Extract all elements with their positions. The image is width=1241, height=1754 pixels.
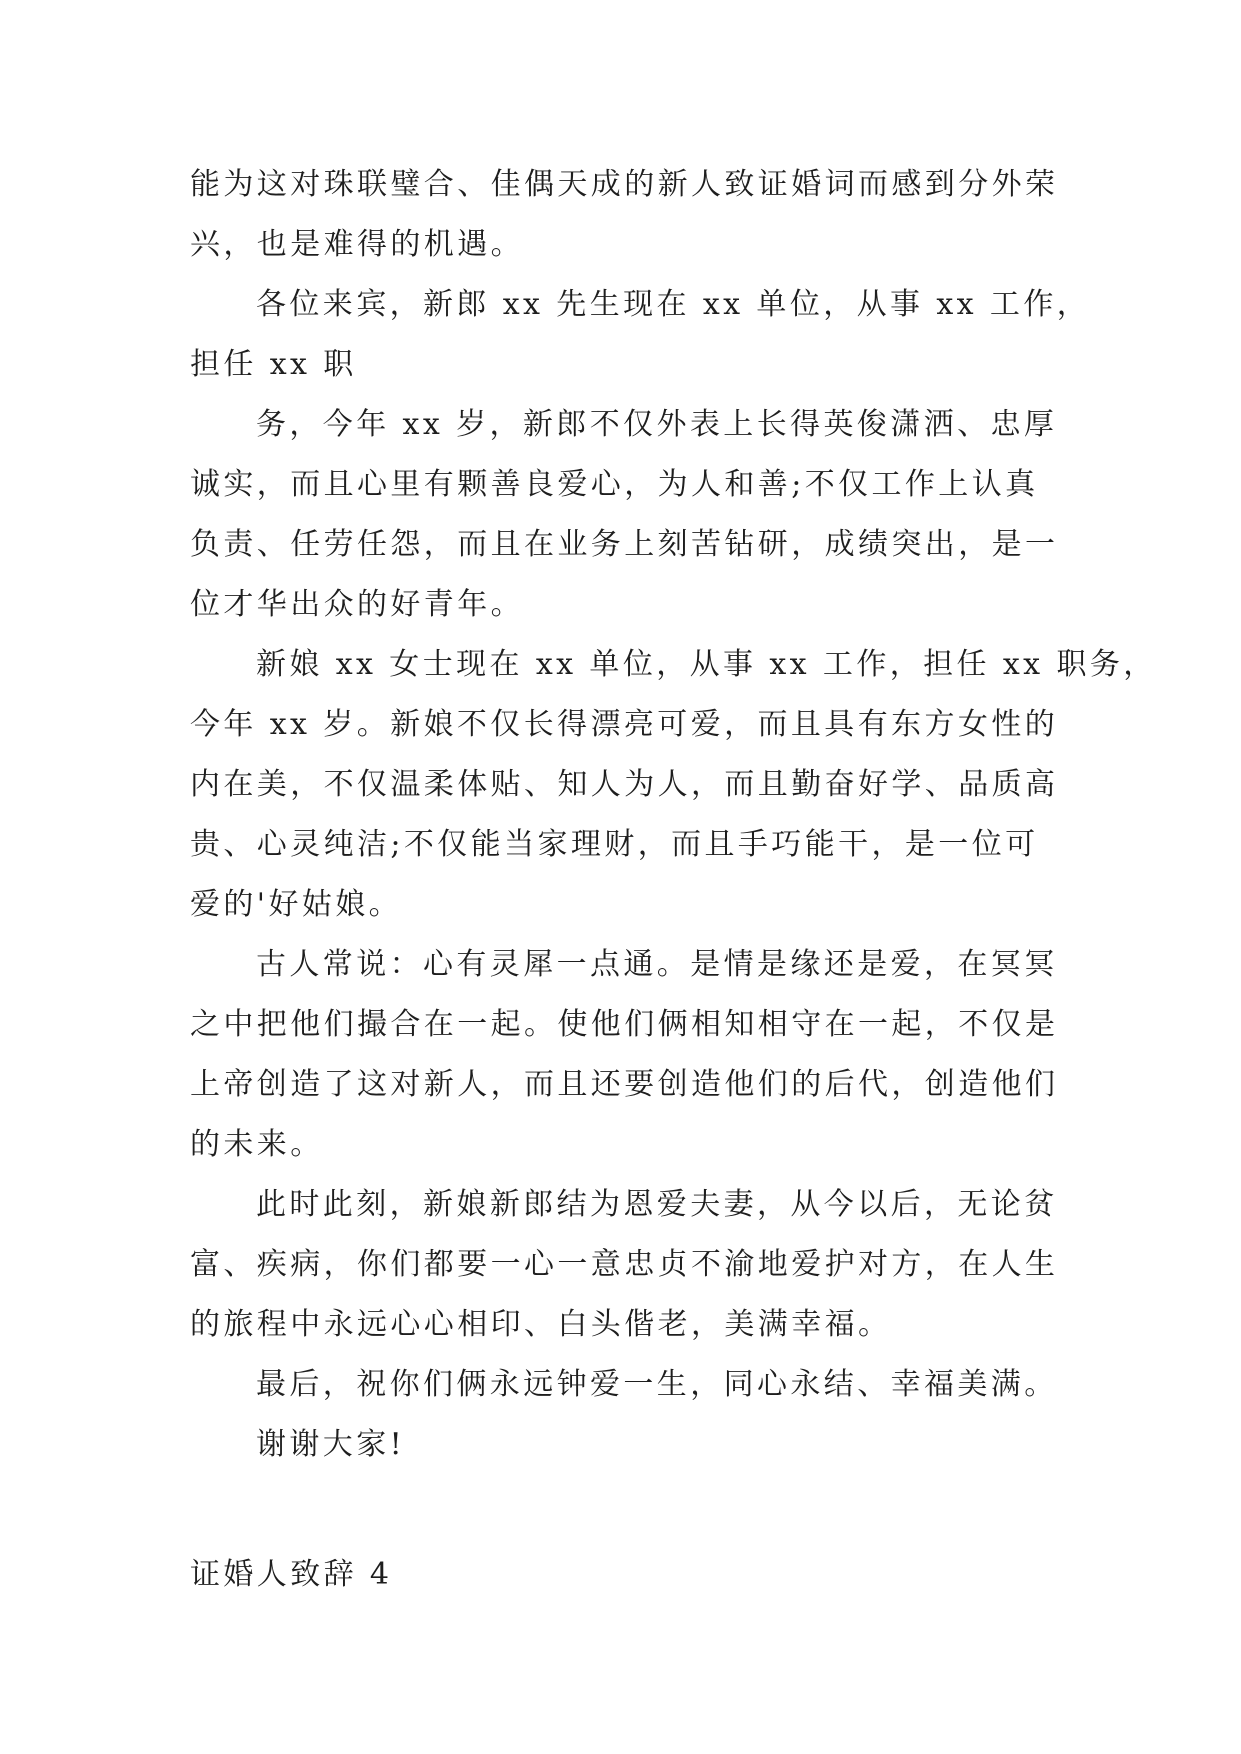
paragraph-first-line: 此时此刻，新娘新郎结为恩爱夫妻，从今以后，无论贫 xyxy=(256,1187,1058,1222)
text-line: 兴，也是难得的机遇。 xyxy=(190,227,524,262)
text-line: 负责、任劳任怨，而且在业务上刻苦钻研，成绩突出，是一 xyxy=(190,527,1059,562)
text-line: 贵、心灵纯洁;不仅能当家理财，而且手巧能干，是一位可 xyxy=(190,827,1039,862)
paragraph-first-line: 新娘 xx 女士现在 xx 单位，从事 xx 工作，担任 xx 职务， xyxy=(256,647,1157,682)
text-line: 的未来。 xyxy=(190,1127,324,1162)
paragraph-first-line: 谢谢大家! xyxy=(256,1427,406,1462)
text-line: 爱的'好姑娘。 xyxy=(190,887,403,922)
paragraph-first-line: 古人常说：心有灵犀一点通。是情是缘还是爱，在冥冥 xyxy=(256,947,1058,982)
text-line: 今年 xx 岁。新娘不仅长得漂亮可爱，而且具有东方女性的 xyxy=(190,707,1059,742)
text-line: 担任 xx 职 xyxy=(190,347,357,382)
section-gap xyxy=(190,1475,1050,1545)
text-line: 内在美，不仅温柔体贴、知人为人，而且勤奋好学、品质高 xyxy=(190,767,1059,802)
text-line: 诚实，而且心里有颗善良爱心，为人和善;不仅工作上认真 xyxy=(190,467,1039,502)
paragraph-first-line: 最后，祝你们俩永远钟爱一生，同心永结、幸福美满。 xyxy=(256,1367,1058,1402)
paragraph-first-line: 各位来宾，新郎 xx 先生现在 xx 单位，从事 xx 工作， xyxy=(256,287,1091,322)
text-line: 能为这对珠联璧合、佳偶天成的新人致证婚词而感到分外荣 xyxy=(190,167,1059,202)
text-line: 的旅程中永远心心相印、白头偕老，美满幸福。 xyxy=(190,1307,892,1342)
paragraph-first-line: 务，今年 xx 岁，新郎不仅外表上长得英俊潇洒、忠厚 xyxy=(256,407,1058,442)
text-line: 富、疾病，你们都要一心一意忠贞不渝地爱护对方，在人生 xyxy=(190,1247,1059,1282)
text-line: 之中把他们撮合在一起。使他们俩相知相守在一起，不仅是 xyxy=(190,1007,1059,1042)
section-heading: 证婚人致辞 4 xyxy=(190,1557,393,1592)
text-line: 上帝创造了这对新人，而且还要创造他们的后代，创造他们 xyxy=(190,1067,1059,1102)
document-body xyxy=(190,155,1157,1605)
text-line: 位才华出众的好青年。 xyxy=(190,587,524,622)
